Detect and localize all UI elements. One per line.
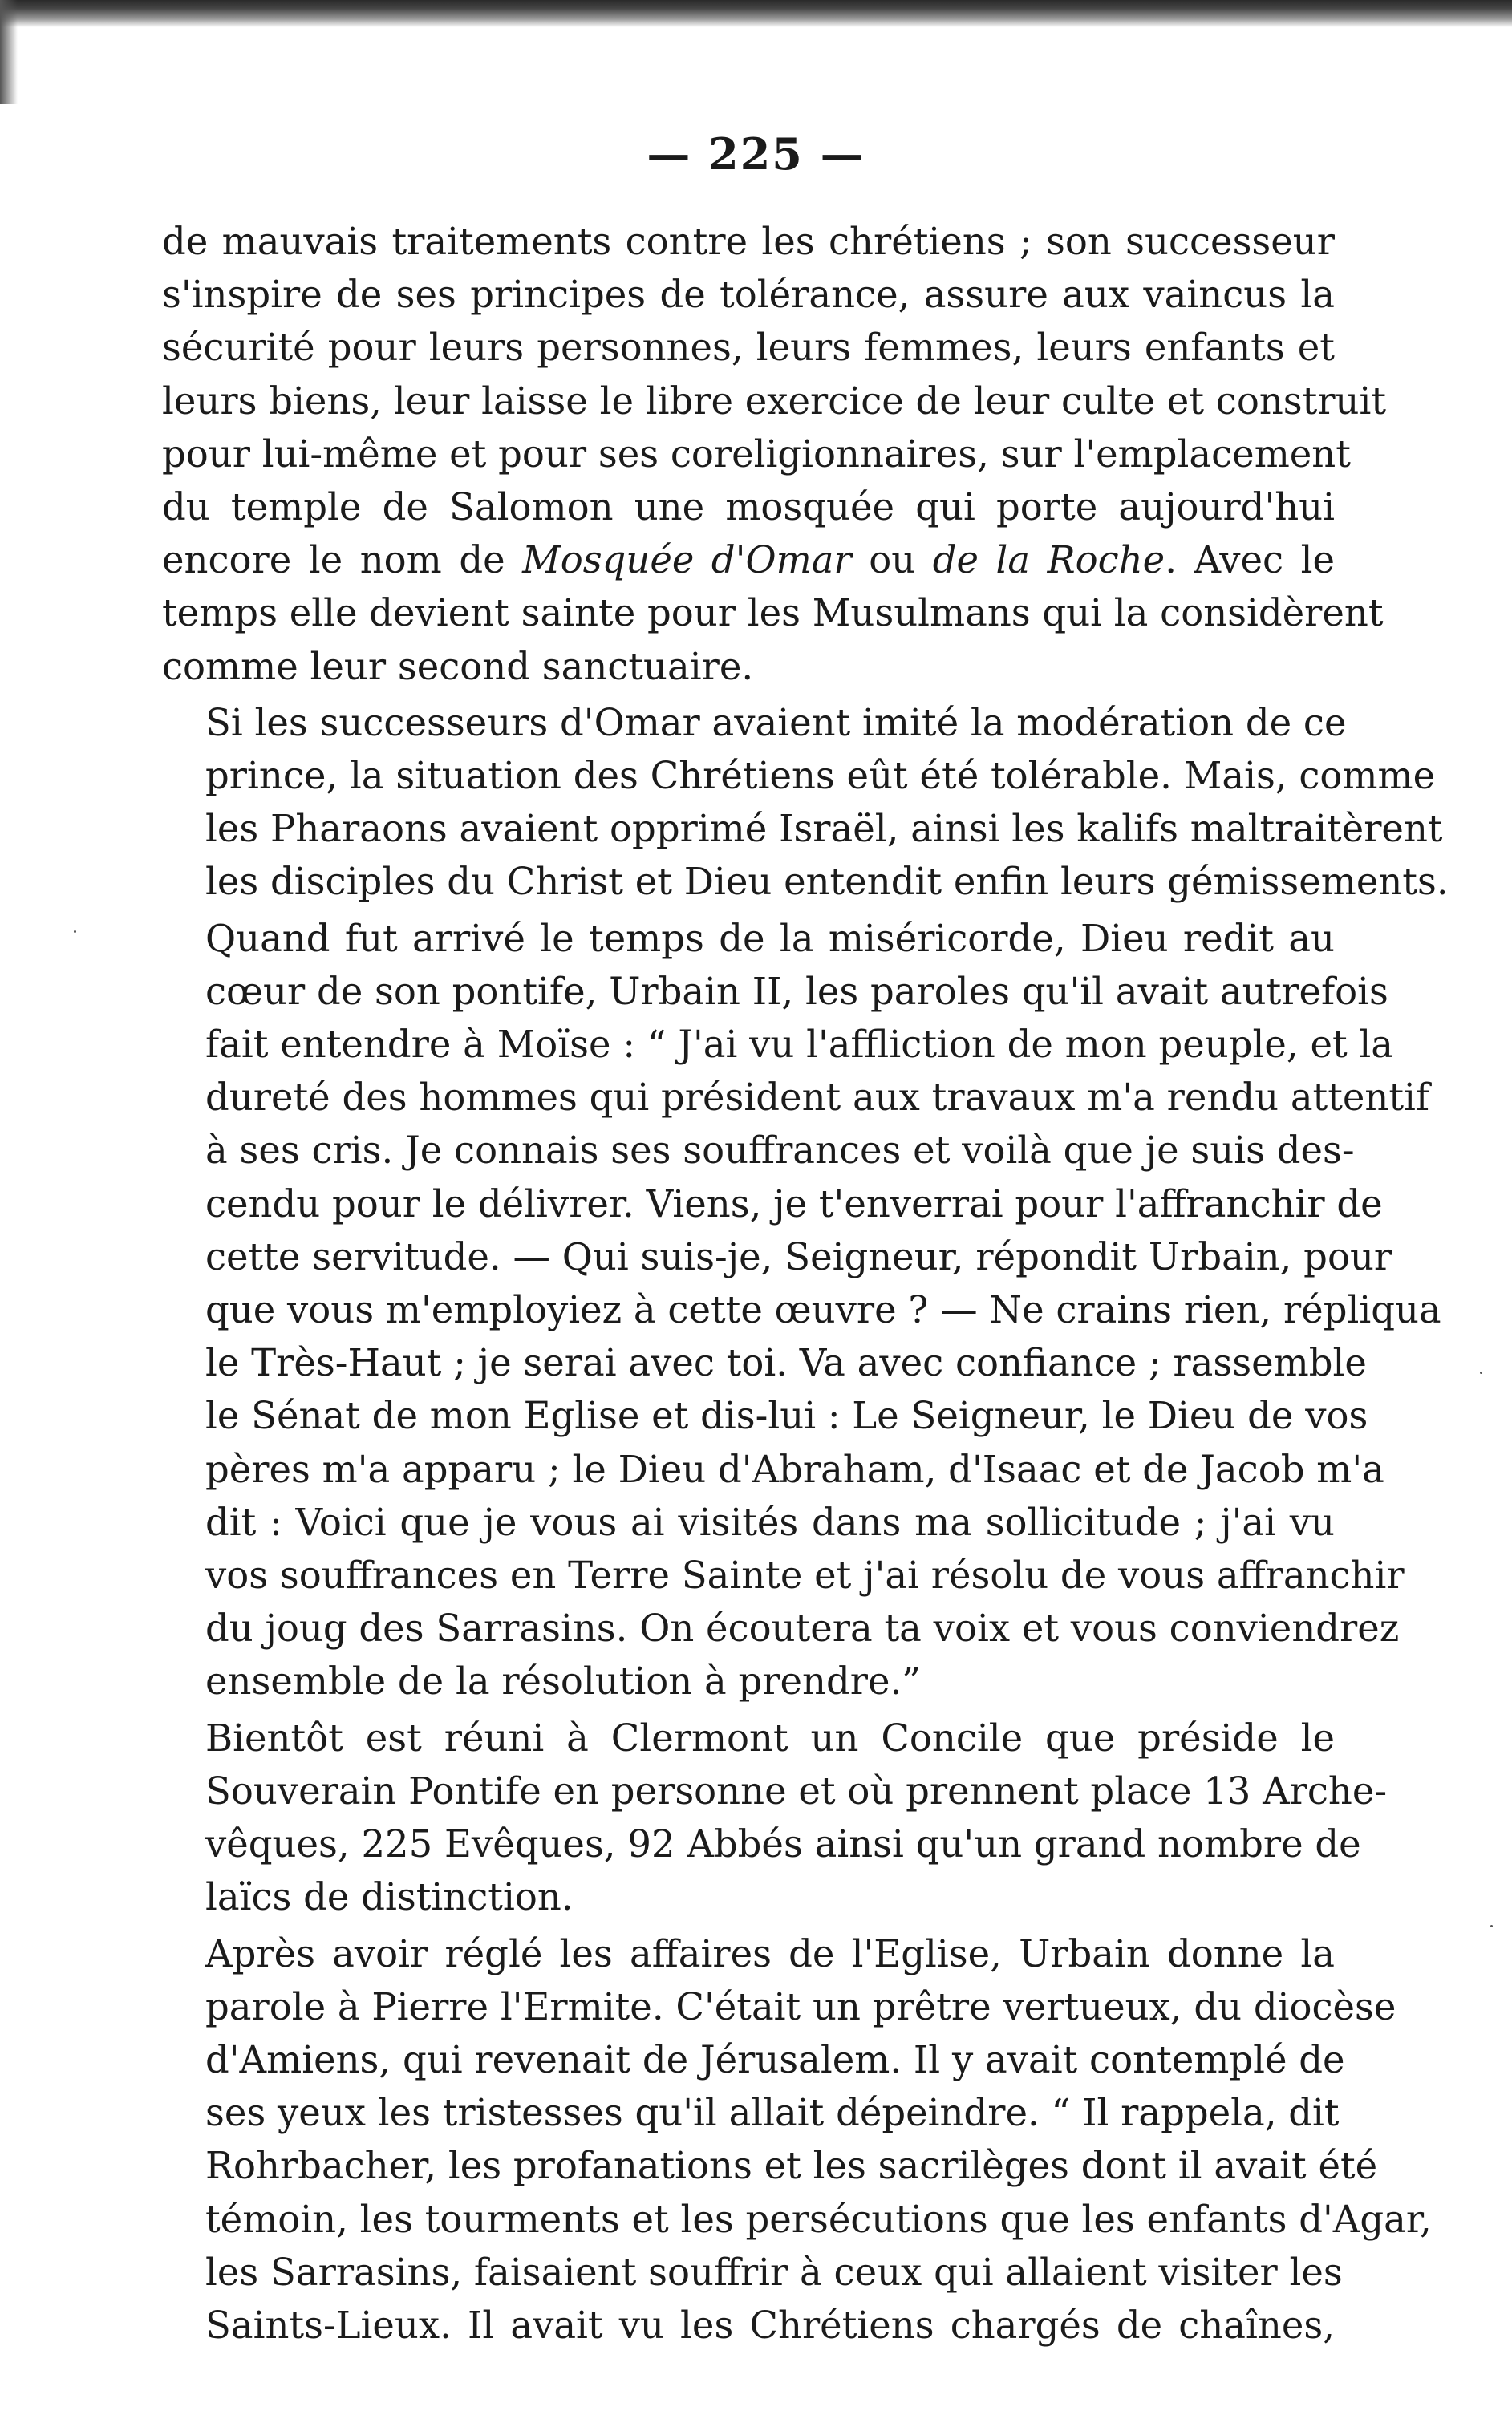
text-line: laïcs de distinction. bbox=[205, 1875, 574, 1919]
text-line: Bientôt est réuni à Clermont un Concile que préside le bbox=[205, 1716, 1335, 1760]
text-line: cendu pour le délivrer. Viens, je t'enverrai pour l'affranchir de bbox=[205, 1181, 1383, 1226]
text-line: les Pharaons avaient opprimé Israël, ainsi les kalifs maltraitèrent bbox=[205, 807, 1443, 851]
text-segment: ou bbox=[851, 538, 933, 582]
text-line: d'Amiens, qui revenait de Jérusalem. Il y avait contemplé de bbox=[205, 2037, 1345, 2081]
text-line: s'inspire de ses principes de tolérance, assure aux vaincus la bbox=[162, 273, 1335, 317]
paragraph-4 bbox=[162, 1712, 1388, 1924]
text-segment: encore le nom de bbox=[162, 538, 523, 582]
text-line: comme leur second sanctuaire. bbox=[162, 644, 754, 688]
text-line: Après avoir réglé les affaires de l'Eglise, Urbain donne la bbox=[205, 1931, 1335, 1975]
text-line: les Sarrasins, faisaient souffrir à ceux qui allaient visiter les bbox=[205, 2250, 1343, 2294]
text-segment: . Avec le bbox=[1165, 538, 1335, 582]
page-body bbox=[162, 215, 1449, 2355]
text-line: dit : Voici que je vous ai visités dans ma sollicitude ; j'ai vu bbox=[205, 1500, 1335, 1544]
text-line: prince, la situation des Chrétiens eût été tolérable. Mais, comme bbox=[205, 754, 1436, 798]
scan-top-edge bbox=[0, 0, 1512, 27]
text-line: témoin, les tourments et les persécutions que les enfants d'Agar, bbox=[205, 2197, 1432, 2241]
text-line: leurs biens, leur laisse le libre exercice de leur culte et construit bbox=[162, 379, 1387, 423]
text-line: fait entendre à Moïse : “ J'ai vu l'affliction de mon peuple, et la bbox=[205, 1023, 1394, 1067]
text-line: Quand fut arrivé le temps de la miséricorde, Dieu redit au bbox=[205, 916, 1335, 960]
italic-place-name: de la Roche bbox=[932, 538, 1165, 582]
scan-speck bbox=[1490, 1925, 1493, 1927]
text-line: temps elle devient sainte pour les Musulmans qui la considèrent bbox=[162, 591, 1384, 635]
text-line: ensemble de la résolution à prendre.” bbox=[205, 1659, 922, 1704]
paragraph-3 bbox=[162, 912, 1441, 1708]
paragraph-2 bbox=[162, 696, 1449, 909]
paragraph-1 bbox=[162, 215, 1387, 693]
text-line: vos souffrances en Terre Sainte et j'ai résolu de vous affranchir bbox=[205, 1554, 1405, 1598]
text-line: Saints-Lieux. Il avait vu les Chrétiens chargés de chaînes, bbox=[205, 2303, 1335, 2347]
text-line: les disciples du Christ et Dieu entendit enfin leurs gémissements. bbox=[205, 860, 1449, 904]
text-line: Rohrbacher, les profanations et les sacrilèges dont il avait été bbox=[205, 2144, 1378, 2188]
text-line: pour lui-même et pour ses coreligionnaires, sur l'emplacement bbox=[162, 432, 1351, 476]
scan-left-edge bbox=[0, 0, 18, 104]
text-line: à ses cris. Je connais ses souffrances et voilà que je suis des- bbox=[205, 1128, 1355, 1173]
text-line: cette servitude. — Qui suis-je, Seigneur, répondit Urbain, pour bbox=[205, 1234, 1392, 1278]
scan-speck bbox=[74, 930, 76, 933]
text-line: sécurité pour leurs personnes, leurs femmes, leurs enfants et bbox=[162, 326, 1335, 370]
text-line: vêques, 225 Evêques, 92 Abbés ainsi qu'un grand nombre de bbox=[205, 1822, 1361, 1866]
text-line: le Sénat de mon Eglise et dis-lui : Le Seigneur, le Dieu de vos bbox=[205, 1394, 1368, 1438]
text-line: Souverain Pontife en personne et où prennent place 13 Arche- bbox=[205, 1769, 1388, 1813]
text-line: de mauvais traitements contre les chrétiens ; son successeur bbox=[162, 220, 1335, 263]
text-line: du temple de Salomon une mosquée qui porte aujourd'hui bbox=[162, 485, 1335, 529]
text-line: parole à Pierre l'Ermite. C'était un prêtre vertueux, du diocèse bbox=[205, 1984, 1396, 2028]
paragraph-5 bbox=[162, 1927, 1432, 2352]
text-line: le Très-Haut ; je serai avec toi. Va avec confiance ; rassemble bbox=[205, 1341, 1367, 1385]
text-line: que vous m'employiez à cette œuvre ? — Ne crains rien, répliqua bbox=[205, 1288, 1441, 1332]
text-line: ses yeux les tristesses qu'il allait dépeindre. “ Il rappela, dit bbox=[205, 2091, 1340, 2135]
text-line: pères m'a apparu ; le Dieu d'Abraham, d'Isaac et de Jacob m'a bbox=[205, 1447, 1384, 1491]
scan-speck bbox=[1480, 1372, 1482, 1374]
page-number: — 225 — bbox=[647, 128, 865, 180]
text-line: Si les successeurs d'Omar avaient imité la modération de ce bbox=[205, 700, 1347, 744]
text-line: dureté des hommes qui président aux travaux m'a rendu attentif bbox=[205, 1076, 1430, 1120]
text-line: du joug des Sarrasins. On écoutera ta voix et vous conviendrez bbox=[205, 1607, 1400, 1651]
text-line-mixed bbox=[162, 533, 1335, 586]
italic-place-name: Mosquée d'Omar bbox=[522, 538, 852, 582]
text-line: cœur de son pontife, Urbain II, les paroles qu'il avait autrefois bbox=[205, 969, 1388, 1013]
